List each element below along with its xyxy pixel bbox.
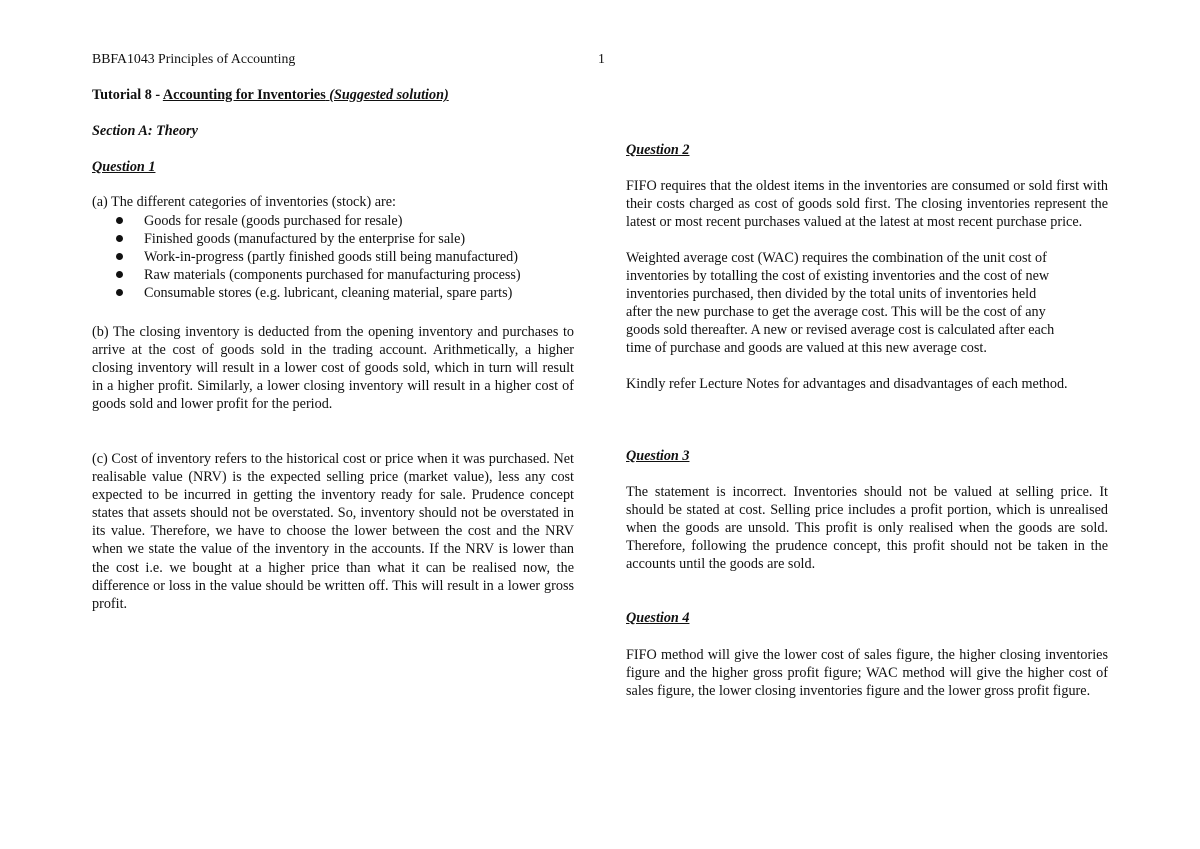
question-1a-intro: (a) The different categories of inventories (stock) are: [92, 194, 396, 210]
question-4-heading: Question 4 [626, 610, 690, 626]
list-item-text: Finished goods (manufactured by the enterprise for sale) [144, 231, 466, 248]
inventory-categories-list [112, 212, 521, 302]
course-header: BBFA1043 Principles of Accounting [92, 51, 296, 66]
list-item-text: Raw materials (components purchased for manufacturing process) [144, 267, 521, 284]
wac-line: time of purchase and goods are valued at this new average cost. [626, 340, 987, 357]
question-1b-answer: (b) The closing inventory is deducted from the opening inventory and purchases to arrive at the cost of goods sold in the trading account. Arithmetically, a higher closing inventory will result in a lower cost of goods sold, which in turn will result in a higher profit. Similarly, a lower closing inventory will result in a higher cost of goods sold and lower profit for the period. [92, 324, 574, 413]
list-item [112, 248, 521, 266]
list-item-text: Work-in-progress (partly finished goods still being manufactured) [144, 249, 518, 266]
section-a-heading: Section A: Theory [92, 123, 198, 139]
list-item-text: Goods for resale (goods purchased for resale) [144, 213, 403, 229]
question-3-answer: The statement is incorrect. Inventories should not be valued at selling price. It should be stated at cost. Selling price includes a profit portion, which is unrealised when the goods are unsold. This profit is only realised when the goods are sold. Therefore, following the prudence concept, this profit should not be taken in the accounts until the goods are sold. [626, 484, 1108, 573]
bullet-icon [116, 271, 123, 278]
wac-line: inventories purchased, then divided by the total units of inventories held [626, 286, 1037, 303]
bullet-icon [116, 253, 123, 260]
question-3-heading: Question 3 [626, 448, 690, 464]
list-item [112, 266, 521, 284]
list-item [112, 212, 521, 230]
wac-line: after the new purchase to get the average cost. This will be the cost of any [626, 304, 1046, 321]
tutorial-title [92, 87, 449, 104]
page-number: 1 [598, 51, 605, 66]
question-2-fifo: FIFO requires that the oldest items in the inventories are consumed or sold first with their costs charged as cost of goods sold first. The closing inventories represent the latest or most recent purchases valued at the latest at most recent purchase price. [626, 178, 1108, 231]
question-2-reference: Kindly refer Lecture Notes for advantages and disadvantages of each method. [626, 376, 1068, 392]
list-item-text: Consumable stores (e.g. lubricant, cleaning material, spare parts) [144, 285, 513, 302]
title-topic: Accounting for Inventories [162, 87, 326, 103]
bullet-icon [116, 235, 123, 242]
title-suffix: (Suggested solution) [325, 87, 449, 103]
list-item [112, 230, 521, 248]
title-prefix: Tutorial 8 - [92, 87, 163, 103]
list-item [112, 284, 521, 302]
wac-line: Weighted average cost (WAC) requires the combination of the unit cost of [626, 250, 1047, 266]
bullet-icon [116, 217, 123, 224]
bullet-icon [116, 289, 123, 296]
wac-line: inventories by totalling the cost of existing inventories and the cost of new [626, 268, 1050, 285]
wac-line: goods sold thereafter. A new or revised average cost is calculated after each [626, 322, 1055, 339]
question-1-heading: Question 1 [92, 159, 156, 175]
question-4-answer: FIFO method will give the lower cost of sales figure, the higher closing inventories figure and the higher gross profit figure; WAC method will give the higher cost of sales figure, the lower closing inventories figure and the lower gross profit figure. [626, 647, 1108, 700]
question-2-wac [626, 249, 1108, 358]
question-1c-answer: (c) Cost of inventory refers to the historical cost or price when it was purchased. Net realisable value (NRV) is the expected selling price (market value), less any cost expected to be incurred in getting the inventory ready for sale. Prudence concept states that assets should not be overstated. So, inventory should not be overstated in its value. Therefore, we have to choose the lower between the cost and the NRV when we state the value of the inventory in the accounts. If the NRV is lower than the cost i.e. we bought at a higher price than what it can be realised now, the difference or loss in the value should be written off. This will result in a lower gross profit. [92, 451, 574, 612]
question-2-heading: Question 2 [626, 142, 690, 158]
